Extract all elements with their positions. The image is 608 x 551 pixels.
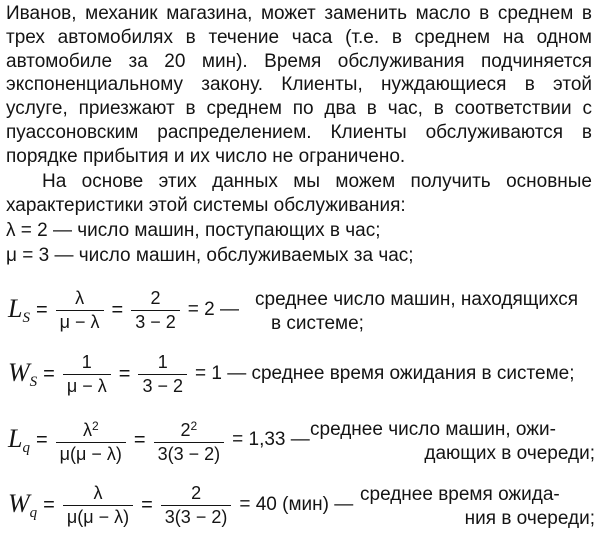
lq-description: среднее число машин, ожи- дающих в очереди; [310, 419, 595, 464]
ws-fraction-numeric: $\frac{1}{3 - 2}$ [136, 352, 189, 397]
ls-symbol: $L_S$ [8, 293, 30, 326]
wq-result: = 40 (мин) — [239, 494, 354, 515]
ws-result: = 1 — среднее время ожидания в системе; [194, 363, 575, 384]
ls-fraction-numeric: $\frac{2}{3 - 2}$ [129, 288, 182, 333]
lq-fraction-symbolic: $\frac{\lambda^2}{\mu(\mu - \lambda)}$ [54, 416, 128, 465]
lq-result: = 1,33 — [232, 429, 310, 450]
formula-wq: $W_q$ = $\frac{\lambda}{\mu(\mu - \lambda)}$ = $\frac{2}{3(3 - 2)}$ = 40 (мин) — [8, 482, 354, 527]
lq-fraction-numeric: $\frac{2^2}{3(3 - 2)}$ [152, 416, 227, 465]
problem-paragraph: Иванов, механик магазина, может заменить масло в среднем в трех автомобилях в течение часа (т.е. в среднем на одном автомобиле за 20 мин). Время обслуживания подчиняется экспоненциальному закону. Клиенты, нуждающиеся в этой услуге, приезжают в среднем по два в час, в соответствии с пуассоновским распределением. Клиенты обслуживаются в порядке прибытия и их число не ограничено. [6, 3, 592, 167]
wq-fraction-symbolic: $\frac{\lambda}{\mu(\mu - \lambda)}$ [61, 483, 135, 528]
mu-definition: μ = 3 — число машин, обслуживаемых за час; [6, 245, 414, 266]
formula-ls: $L_S$ = $\frac{\lambda}{\mu - \lambda}$ = $\frac{2}{3 - 2}$ = 2 — [8, 287, 240, 332]
wq-symbol: $W_q$ [8, 488, 38, 521]
formula-ws: $W_S$ = $\frac{1}{\mu - \lambda}$ = $\frac{1}{3 - 2}$ = 1 — среднее время ожидания в системе; [8, 351, 575, 396]
ls-fraction-symbolic: $\frac{\lambda}{\mu - \lambda}$ [54, 288, 106, 333]
lambda-definition: λ = 2 — число машин, поступающих в час; [6, 220, 381, 241]
intro-paragraph: На основе этих данных мы можем получить основные характеристики этой системы обслуживания: [6, 171, 592, 216]
wq-description: среднее время ожида- ния в очереди; [360, 484, 595, 529]
wq-fraction-numeric: $\frac{2}{3(3 - 2)}$ [159, 483, 234, 528]
formula-lq: $L_q$ = $\frac{\lambda^2}{\mu(\mu - \lambda)}$ = $\frac{2^2}{3(3 - 2)}$ = 1,33 — [8, 410, 310, 470]
ls-result: = 2 — [187, 299, 240, 320]
ls-description: среднее число машин, находящихся в системе; [255, 289, 579, 334]
ws-symbol: $W_S$ [8, 357, 38, 390]
ws-fraction-symbolic: $\frac{1}{\mu - \lambda}$ [61, 352, 113, 397]
lq-symbol: $L_q$ [8, 423, 30, 456]
